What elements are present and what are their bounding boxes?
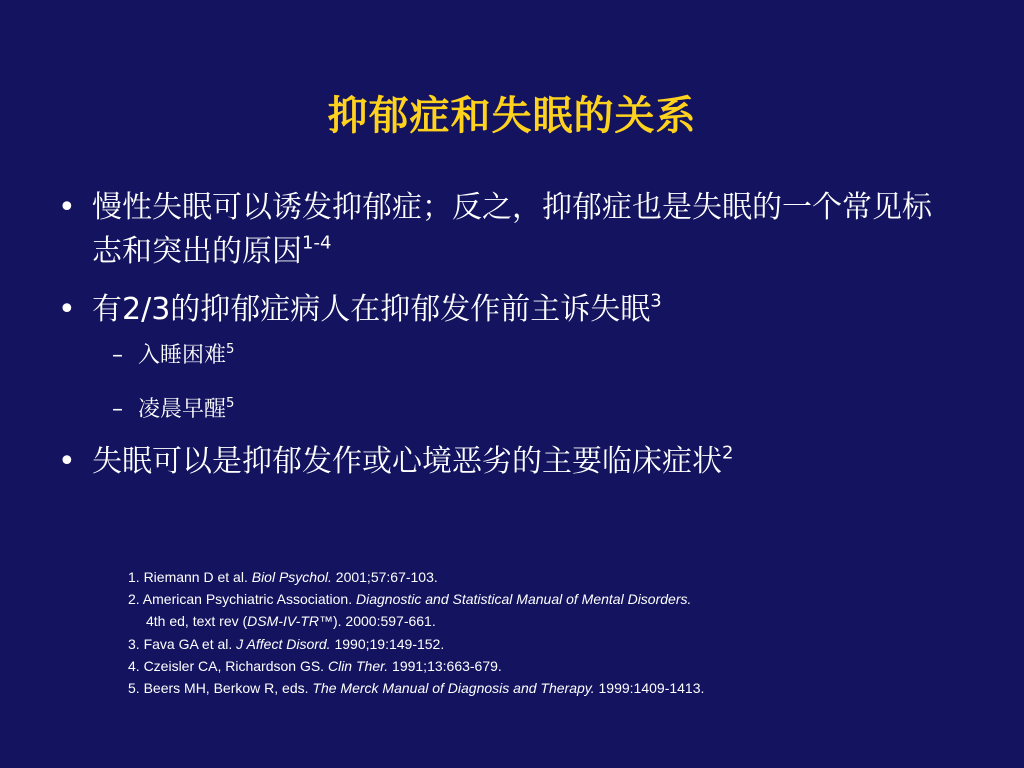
bullet-dot-icon: •: [58, 292, 76, 327]
reference-text: 1999:1409-1413.: [594, 680, 705, 697]
reference-item: [128, 655, 948, 677]
reference-item: [128, 633, 948, 655]
sub-bullet-dash-icon: –: [112, 343, 123, 368]
reference-journal: Clin Ther.: [327, 657, 389, 674]
sub-bullet-item: [58, 340, 958, 372]
reference-journal: The Merck Manual of Diagnosis and Therapy.: [312, 680, 595, 697]
references: [128, 566, 948, 699]
reference-text: 2. American Psychiatric Association.: [128, 591, 356, 608]
reference-journal: Diagnostic and Statistical Manual of Mental Disorders.: [356, 591, 692, 608]
bullet-text: 有2/3的抑郁症病人在抑郁发作前主诉失眠: [92, 292, 651, 327]
bullet-dot-icon: •: [58, 444, 76, 479]
reference-journal: DSM-IV-TR™: [247, 613, 333, 630]
sub-bullet-text: 凌晨早醒: [138, 397, 227, 422]
reference-text: ). 2000:597-661.: [332, 613, 436, 630]
reference-text: 1. Riemann D et al.: [128, 569, 252, 585]
reference-journal: Biol Psychol.: [251, 569, 332, 585]
citation-sup: 3: [650, 290, 662, 312]
reference-journal: J Affect Disord.: [236, 635, 331, 652]
reference-text: 5. Beers MH, Berkow R, eds.: [128, 680, 313, 697]
reference-text: 4. Czeisler CA, Richardson GS.: [128, 657, 328, 674]
reference-text: 1990;19:149-152.: [330, 635, 445, 652]
bullet-item: [58, 440, 958, 484]
bullet-text: 慢性失眠可以诱发抑郁症；反之，抑郁症也是失眠的一个常见标志和突出的原因: [92, 190, 932, 269]
bullet-text: 失眠可以是抑郁发作或心境恶劣的主要临床症状: [92, 444, 722, 479]
citation-sup: 1-4: [302, 232, 332, 254]
sub-bullet-dash-icon: –: [112, 397, 123, 422]
reference-text: 3. Fava GA et al.: [128, 635, 237, 652]
slide-title: 抑郁症和失眠的关系: [327, 93, 697, 139]
citation-sup: 2: [722, 442, 734, 464]
reference-item: [128, 677, 948, 699]
reference-text: 2001;57:67-103.: [331, 569, 438, 585]
sub-bullet-item: [58, 394, 958, 426]
citation-sup: 5: [226, 395, 235, 411]
reference-text: 1991;13:663-679.: [388, 657, 502, 674]
reference-item: [128, 588, 948, 610]
reference-text: 4th ed, text rev (: [146, 613, 248, 630]
bullet-item: [58, 288, 958, 332]
bullet-item: [58, 186, 958, 274]
reference-item: [128, 610, 948, 632]
reference-item: [128, 566, 948, 588]
bullet-dot-icon: •: [58, 190, 76, 225]
sub-bullet-text: 入睡困难: [138, 343, 227, 368]
bullet-list: [58, 186, 958, 498]
citation-sup: 5: [226, 341, 235, 357]
